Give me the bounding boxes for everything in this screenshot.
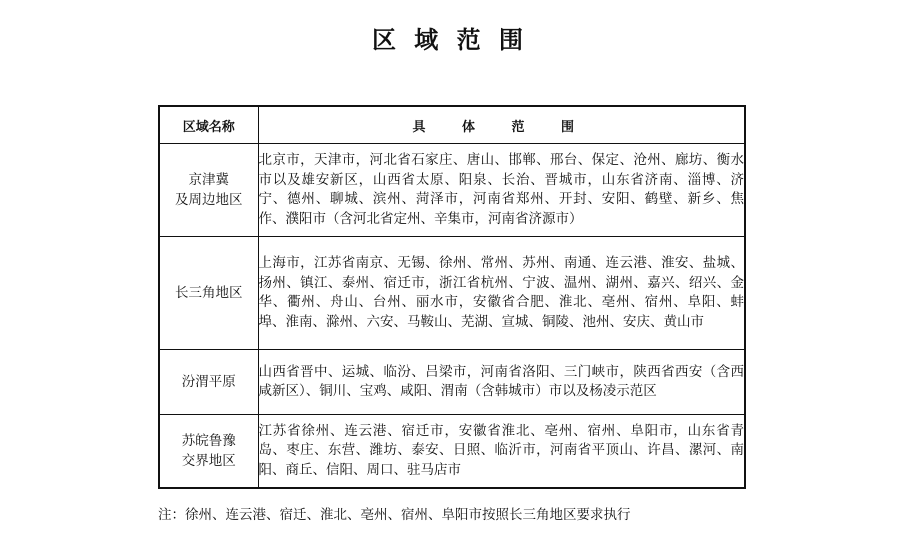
region-name-cell [159,237,258,350]
region-name-line: 长三角地区 [175,285,243,301]
table-row [159,415,745,489]
region-name-line: 交界地区 [181,453,236,469]
table-row [159,237,745,350]
page-title: 区 域 范 围 [371,26,529,54]
region-name-line: 汾渭平原 [181,374,236,390]
region-table [158,105,746,489]
region-name-cell [159,350,258,415]
table-header-row [159,106,745,144]
region-name-cell [159,144,258,237]
header-region-name: 区域名称 [159,106,258,144]
region-scope-cell: 江苏省徐州、连云港、宿迁市，安徽省淮北、亳州、宿州、阜阳市，山东省青岛、枣庄、东营、潍坊、泰安、日照、临沂市，河南省平顶山、许昌、漯河、南阳、商丘、信阳、周口、驻马店市 [258,415,745,489]
region-name-line: 苏皖鲁豫 [181,433,236,449]
region-name-cell [159,415,258,489]
table-row [159,350,745,415]
footnote: 注：徐州、连云港、宿迁、淮北、亳州、宿州、阜阳市按照长三角地区要求执行 [158,507,631,523]
region-scope-cell: 北京市，天津市，河北省石家庄、唐山、邯郸、邢台、保定、沧州、廊坊、衡水市以及雄安新区，山西省太原、阳泉、长治、晋城市，山东省济南、淄博、济宁、德州、聊城、滨州、菏泽市，河南省郑州、开封、安阳、鹤壁、新乡、焦作、濮阳市（含河北省定州、辛集市，河南省济源市） [258,144,745,237]
header-scope: 具 体 范 围 [258,106,745,144]
region-name-line: 及周边地区 [175,192,243,208]
region-scope-cell: 山西省晋中、运城、临汾、吕梁市，河南省洛阳、三门峡市，陕西省西安（含西咸新区）、铜川、宝鸡、咸阳、渭南（含韩城市）市以及杨凌示范区 [258,350,745,415]
region-scope-cell: 上海市，江苏省南京、无锡、徐州、常州、苏州、南通、连云港、淮安、盐城、扬州、镇江、泰州、宿迁市，浙江省杭州、宁波、温州、湖州、嘉兴、绍兴、金华、衢州、舟山、台州、丽水市，安徽省合肥、淮北、亳州、宿州、阜阳、蚌埠、淮南、滁州、六安、马鞍山、芜湖、宣城、铜陵、池州、安庆、黄山市 [258,237,745,350]
table-row [159,144,745,237]
region-name-line: 京津冀 [188,172,229,188]
